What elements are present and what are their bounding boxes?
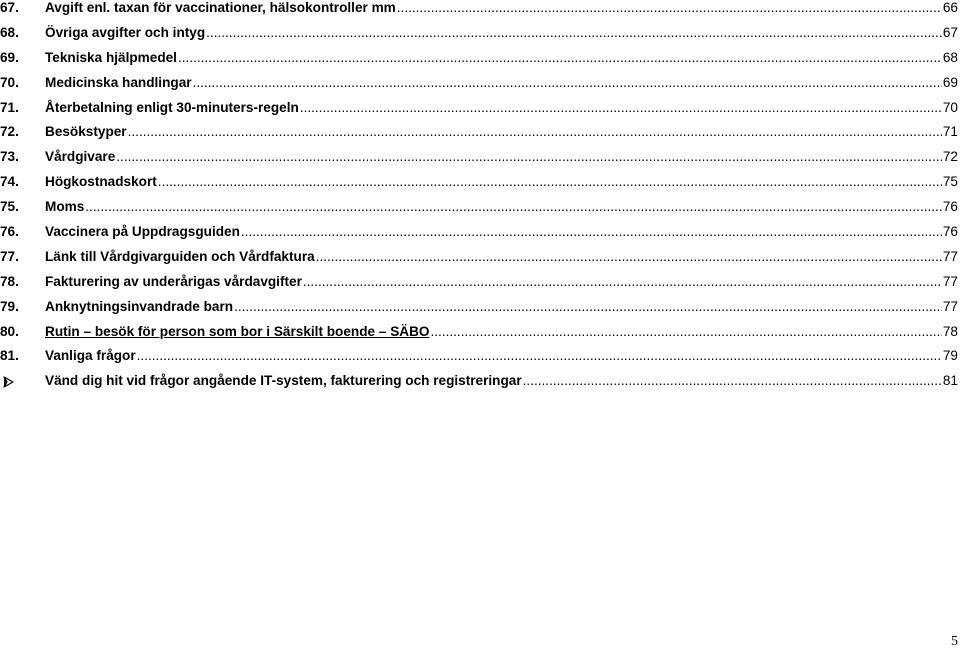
toc-entry-title[interactable]: Medicinska handlingar [45, 74, 192, 90]
toc-entry-title[interactable]: Moms [45, 199, 85, 215]
toc-dot-leader [85, 195, 942, 220]
toc-dot-leader [430, 320, 941, 345]
toc-dot-leader [234, 295, 942, 320]
toc-dot-leader [300, 96, 942, 121]
toc-entry-page[interactable]: 81 [942, 373, 958, 389]
toc-entry-page[interactable]: 67 [942, 24, 958, 40]
toc-entry-page[interactable]: 78 [942, 323, 958, 339]
toc-dot-leader [523, 369, 942, 394]
toc-entry-page[interactable]: 76 [942, 224, 958, 240]
toc-entry[interactable] [0, 270, 958, 295]
toc-entry[interactable] [0, 96, 958, 121]
toc-entry-number: 79. [0, 298, 19, 314]
toc-entry[interactable] [0, 71, 958, 96]
toc-entry-title[interactable]: Länk till Vårdgivarguiden och Vårdfaktura [45, 248, 315, 264]
toc-entry-title[interactable]: Anknytningsinvandrade barn [45, 298, 234, 314]
toc-dot-leader [206, 21, 942, 46]
toc-entry-title[interactable]: Övriga avgifter och intyg [45, 24, 206, 40]
toc-entry-number: 76. [0, 224, 19, 240]
toc-entry-page[interactable]: 70 [942, 99, 958, 115]
toc-entry[interactable] [0, 46, 958, 71]
toc-entry[interactable] [0, 170, 958, 195]
toc-entry-number: 81. [0, 348, 19, 364]
toc-entry-number: 75. [0, 199, 19, 215]
arrow-bullet-icon [3, 369, 17, 394]
toc-dot-leader [303, 270, 942, 295]
toc-entry-title[interactable]: Vårdgivare [45, 149, 116, 165]
toc-entry-number: 74. [0, 174, 19, 190]
toc-entry-page[interactable]: 75 [942, 174, 958, 190]
toc-dot-leader [158, 170, 942, 195]
toc-dot-leader [397, 0, 942, 21]
toc-entry-page[interactable]: 77 [942, 248, 958, 264]
toc-entry[interactable] [0, 21, 958, 46]
toc-entry[interactable] [0, 245, 958, 270]
toc-entry-title[interactable]: Besökstyper [45, 124, 127, 140]
toc-entry-number: 80. [0, 323, 19, 339]
toc-entry-page[interactable]: 77 [942, 273, 958, 289]
toc-entry[interactable] [0, 220, 958, 245]
toc-entry[interactable] [0, 145, 958, 170]
toc-entry[interactable] [0, 195, 958, 220]
toc-entry-title[interactable]: Högkostnadskort [45, 174, 157, 190]
toc-dot-leader [137, 344, 942, 369]
toc-dot-leader [241, 220, 942, 245]
toc-entry-number: 72. [0, 124, 19, 140]
toc-entry-number: 67. [0, 0, 19, 15]
toc-dot-leader [178, 46, 942, 71]
toc-entry-page[interactable]: 68 [942, 49, 958, 65]
toc-entry-number: 71. [0, 99, 19, 115]
toc-entry[interactable] [0, 320, 958, 345]
toc-entry-page[interactable]: 77 [942, 298, 958, 314]
toc-entry[interactable] [0, 0, 958, 21]
toc-entry-page[interactable]: 79 [942, 348, 958, 364]
toc-entry-number: 78. [0, 273, 19, 289]
toc-entry-title[interactable]: Vanliga frågor [45, 348, 136, 364]
toc-entry-number: 77. [0, 248, 19, 264]
toc-entry-number: 70. [0, 74, 19, 90]
toc-entry-title[interactable]: Rutin – besök för person som bor i Särskilt boende – SÄBO [45, 323, 430, 339]
toc-entry-title[interactable]: Tekniska hjälpmedel [45, 49, 177, 65]
toc-entry[interactable] [0, 295, 958, 320]
toc-entry-number: 73. [0, 149, 19, 165]
toc-dot-leader [128, 120, 942, 145]
toc-entry[interactable] [0, 344, 958, 369]
toc-entry-number: 69. [0, 49, 19, 65]
toc-entry-page[interactable]: 66 [942, 0, 958, 15]
toc-entry-page[interactable]: 72 [942, 149, 958, 165]
toc-dot-leader [116, 145, 942, 170]
toc-dot-leader [316, 245, 942, 270]
toc-entry[interactable] [0, 369, 958, 394]
toc-entry-title[interactable]: Avgift enl. taxan för vaccinationer, hälsokontroller mm [45, 0, 396, 15]
toc-entry[interactable] [0, 120, 958, 145]
toc-entry-title[interactable]: Vänd dig hit vid frågor angående IT-system, fakturering och registreringar [45, 373, 522, 389]
toc-entry-title[interactable]: Fakturering av underårigas vårdavgifter [45, 273, 302, 289]
toc-entry-title[interactable]: Vaccinera på Uppdragsguiden [45, 224, 240, 240]
toc-entry-page[interactable]: 69 [942, 74, 958, 90]
toc-entry-title[interactable]: Återbetalning enligt 30-minuters-regeln [45, 99, 299, 115]
toc-entry-number: 68. [0, 24, 19, 40]
toc-entry-page[interactable]: 71 [942, 124, 958, 140]
page-number: 5 [951, 634, 958, 649]
toc-entry-page[interactable]: 76 [942, 199, 958, 215]
toc-dot-leader [193, 71, 942, 96]
